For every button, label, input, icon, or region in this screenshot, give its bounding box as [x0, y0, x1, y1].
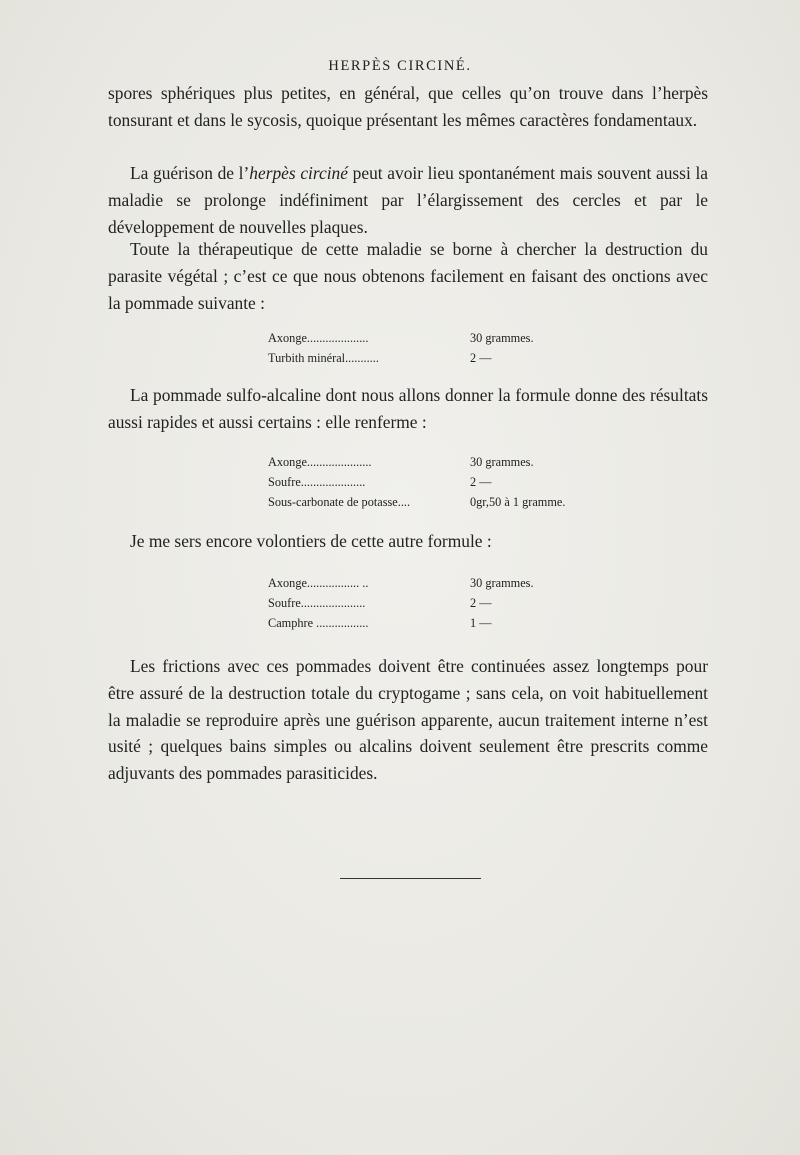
- ingredient-quantity: 0gr,50 à 1 gramme.: [470, 495, 566, 509]
- paragraph-frictions: [108, 653, 708, 787]
- paragraph-guerison: [108, 160, 708, 240]
- ingredient-quantity: 2 —: [470, 351, 492, 365]
- ingredient-name: Camphre .................: [268, 616, 369, 630]
- running-head: HERPÈS CIRCINÉ.: [328, 58, 472, 74]
- paragraph-therapeutique: [108, 236, 708, 316]
- paragraph-sulfo-alcaline: [108, 382, 708, 436]
- recipe-row: [268, 348, 492, 368]
- text-run: peut avoir lieu spontanément mais souvent aussi la maladie se prolonge indéfiniment par l’élargissement des cercles et par le développement de nouvelles plaques.: [108, 163, 708, 237]
- ingredient-name: Soufre.....................: [268, 475, 366, 489]
- recipe-row: [268, 613, 492, 633]
- ingredient-quantity: 1 —: [470, 616, 492, 630]
- paragraph-text: Je me sers encore volontiers de cette autre formule :: [130, 531, 492, 551]
- section-divider: [340, 878, 481, 879]
- ingredient-quantity: 30 grammes.: [470, 331, 534, 345]
- paragraph-text: [108, 160, 708, 240]
- recipe-row: [268, 593, 492, 613]
- ingredient-name: Axonge....................: [268, 331, 369, 345]
- paragraph-text: spores sphériques plus petites, en général, que celles qu’on trouve dans l’herpès tonsurant et dans le sycosis, quoique présentant les mêmes caractères fondamentaux.: [108, 83, 708, 130]
- paragraph-text: Toute la thérapeutique de cette maladie se borne à chercher la destruction du parasite végétal ; c’est ce que nous obtenons facilement en faisant des onctions avec la pommade suivante :: [108, 239, 708, 313]
- recipe-pommade-camphre: [268, 573, 534, 633]
- ingredient-quantity: 30 grammes.: [470, 455, 534, 469]
- paragraph-autre-formule: [108, 528, 708, 555]
- ingredient-name: Soufre.....................: [268, 596, 366, 610]
- ingredient-quantity: 2 —: [470, 596, 492, 610]
- recipe-row: [268, 573, 534, 593]
- recipe-row: [268, 492, 566, 512]
- recipe-row: [268, 452, 534, 472]
- ingredient-name: Sous-carbonate de potasse....: [268, 495, 411, 509]
- emphasized-term: herpès circiné: [249, 163, 348, 183]
- ingredient-quantity: 2 —: [470, 475, 492, 489]
- ingredient-quantity: 30 grammes.: [470, 576, 534, 590]
- ingredient-name: Axonge................. ..: [268, 576, 369, 590]
- ingredient-name: Turbith minéral...........: [268, 351, 379, 365]
- paragraph-spores: [108, 80, 708, 134]
- recipe-row: [268, 328, 534, 348]
- paragraph-text: La pommade sulfo-alcaline dont nous allons donner la formule donne des résultats aussi rapides et aussi certains : elle renferme :: [108, 385, 708, 432]
- text-run: La guérison de l’: [130, 163, 250, 183]
- recipe-row: [268, 472, 492, 492]
- recipe-pommade-sulfo-alcaline: [268, 452, 566, 512]
- recipe-pommade-turbith: [268, 328, 534, 368]
- ingredient-name: Axonge.....................: [268, 455, 372, 469]
- paragraph-text: Les frictions avec ces pommades doivent être continuées assez longtemps pour être assuré de la destruction totale du cryptogame ; sans cela, on voit habituellement la maladie se reproduire après une guérison apparente, aucun traitement interne n’est usité ; quelques bains simples ou alcalins doivent seulement être prescrits comme adjuvants des pommades parasiticides.: [108, 656, 708, 784]
